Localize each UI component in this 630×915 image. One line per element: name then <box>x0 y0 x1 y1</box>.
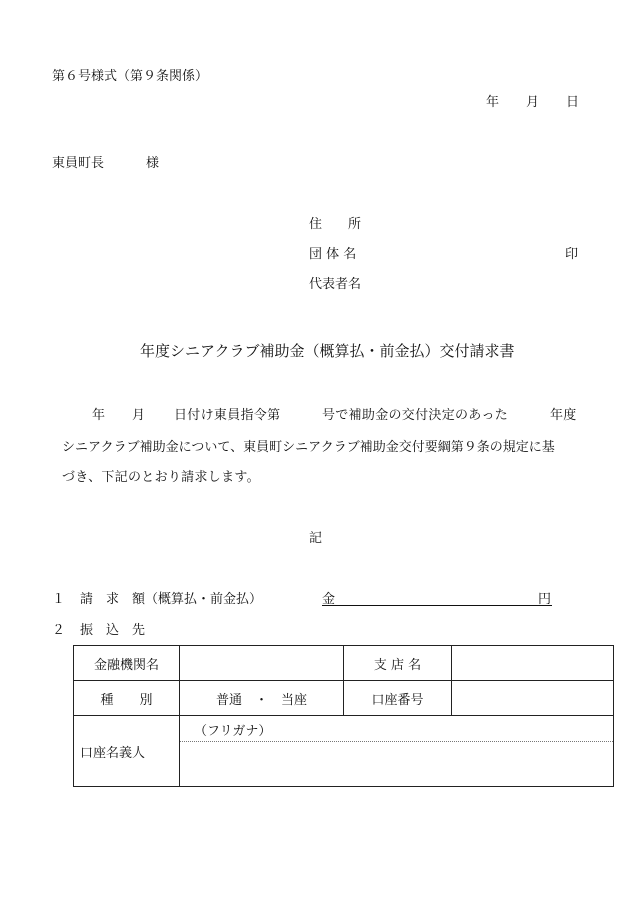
bank-name-label: 金融機関名 <box>74 646 180 681</box>
addressee-name: 東員町長 <box>52 156 105 171</box>
date-year: 年 <box>486 95 500 110</box>
body-text-b: 号で補助金の交付決定のあった <box>322 408 509 423</box>
branch-name-label: 支 店 名 <box>344 646 452 681</box>
addressee-honorific: 様 <box>146 156 160 171</box>
amount-underline <box>322 605 552 606</box>
seal-mark: 印 <box>565 247 579 262</box>
form-number: 第６号様式（第９条関係） <box>52 69 209 84</box>
document-title: 年度シニアクラブ補助金（概算払・前金払）交付請求書 <box>140 342 515 360</box>
bank-transfer-table <box>73 645 614 787</box>
branch-name-field[interactable] <box>452 646 614 681</box>
account-number-field[interactable] <box>452 681 614 716</box>
bank-name-field[interactable] <box>180 646 344 681</box>
item2-label: 振 込 先 <box>80 623 146 638</box>
furigana-label: （フリガナ） <box>194 724 272 739</box>
item2-number: ２ <box>52 623 66 638</box>
body-line-2: シニアクラブ補助金について、東員町シニアクラブ補助金交付要綱第９条の規定に基 <box>62 440 555 455</box>
body-text-c: 年度 <box>550 408 577 423</box>
ki-heading: 記 <box>309 531 323 546</box>
address-label: 住 所 <box>309 217 362 232</box>
amount-kin: 金 <box>322 592 336 607</box>
date-day: 日 <box>566 95 580 110</box>
account-type-label: 種 別 <box>74 681 180 716</box>
body-month: 月 <box>132 408 146 423</box>
furigana-divider <box>180 741 613 742</box>
body-text-a: 日付け東員指令第 <box>174 408 281 423</box>
account-holder-label: 口座名義人 <box>74 716 180 787</box>
account-number-label: 口座番号 <box>344 681 452 716</box>
item1-label: 請 求 額（概算払・前金払） <box>80 592 263 607</box>
body-year: 年 <box>92 408 106 423</box>
amount-yen: 円 <box>538 592 552 607</box>
account-holder-field[interactable] <box>180 716 614 787</box>
date-month: 月 <box>526 95 540 110</box>
body-line-3: づき、下記のとおり請求します。 <box>62 470 260 485</box>
representative-label: 代表者名 <box>309 277 362 292</box>
account-type-options[interactable]: 普通 ・ 当座 <box>180 681 344 716</box>
item1-number: １ <box>52 592 66 607</box>
group-name-label: 団 体 名 <box>309 247 357 262</box>
